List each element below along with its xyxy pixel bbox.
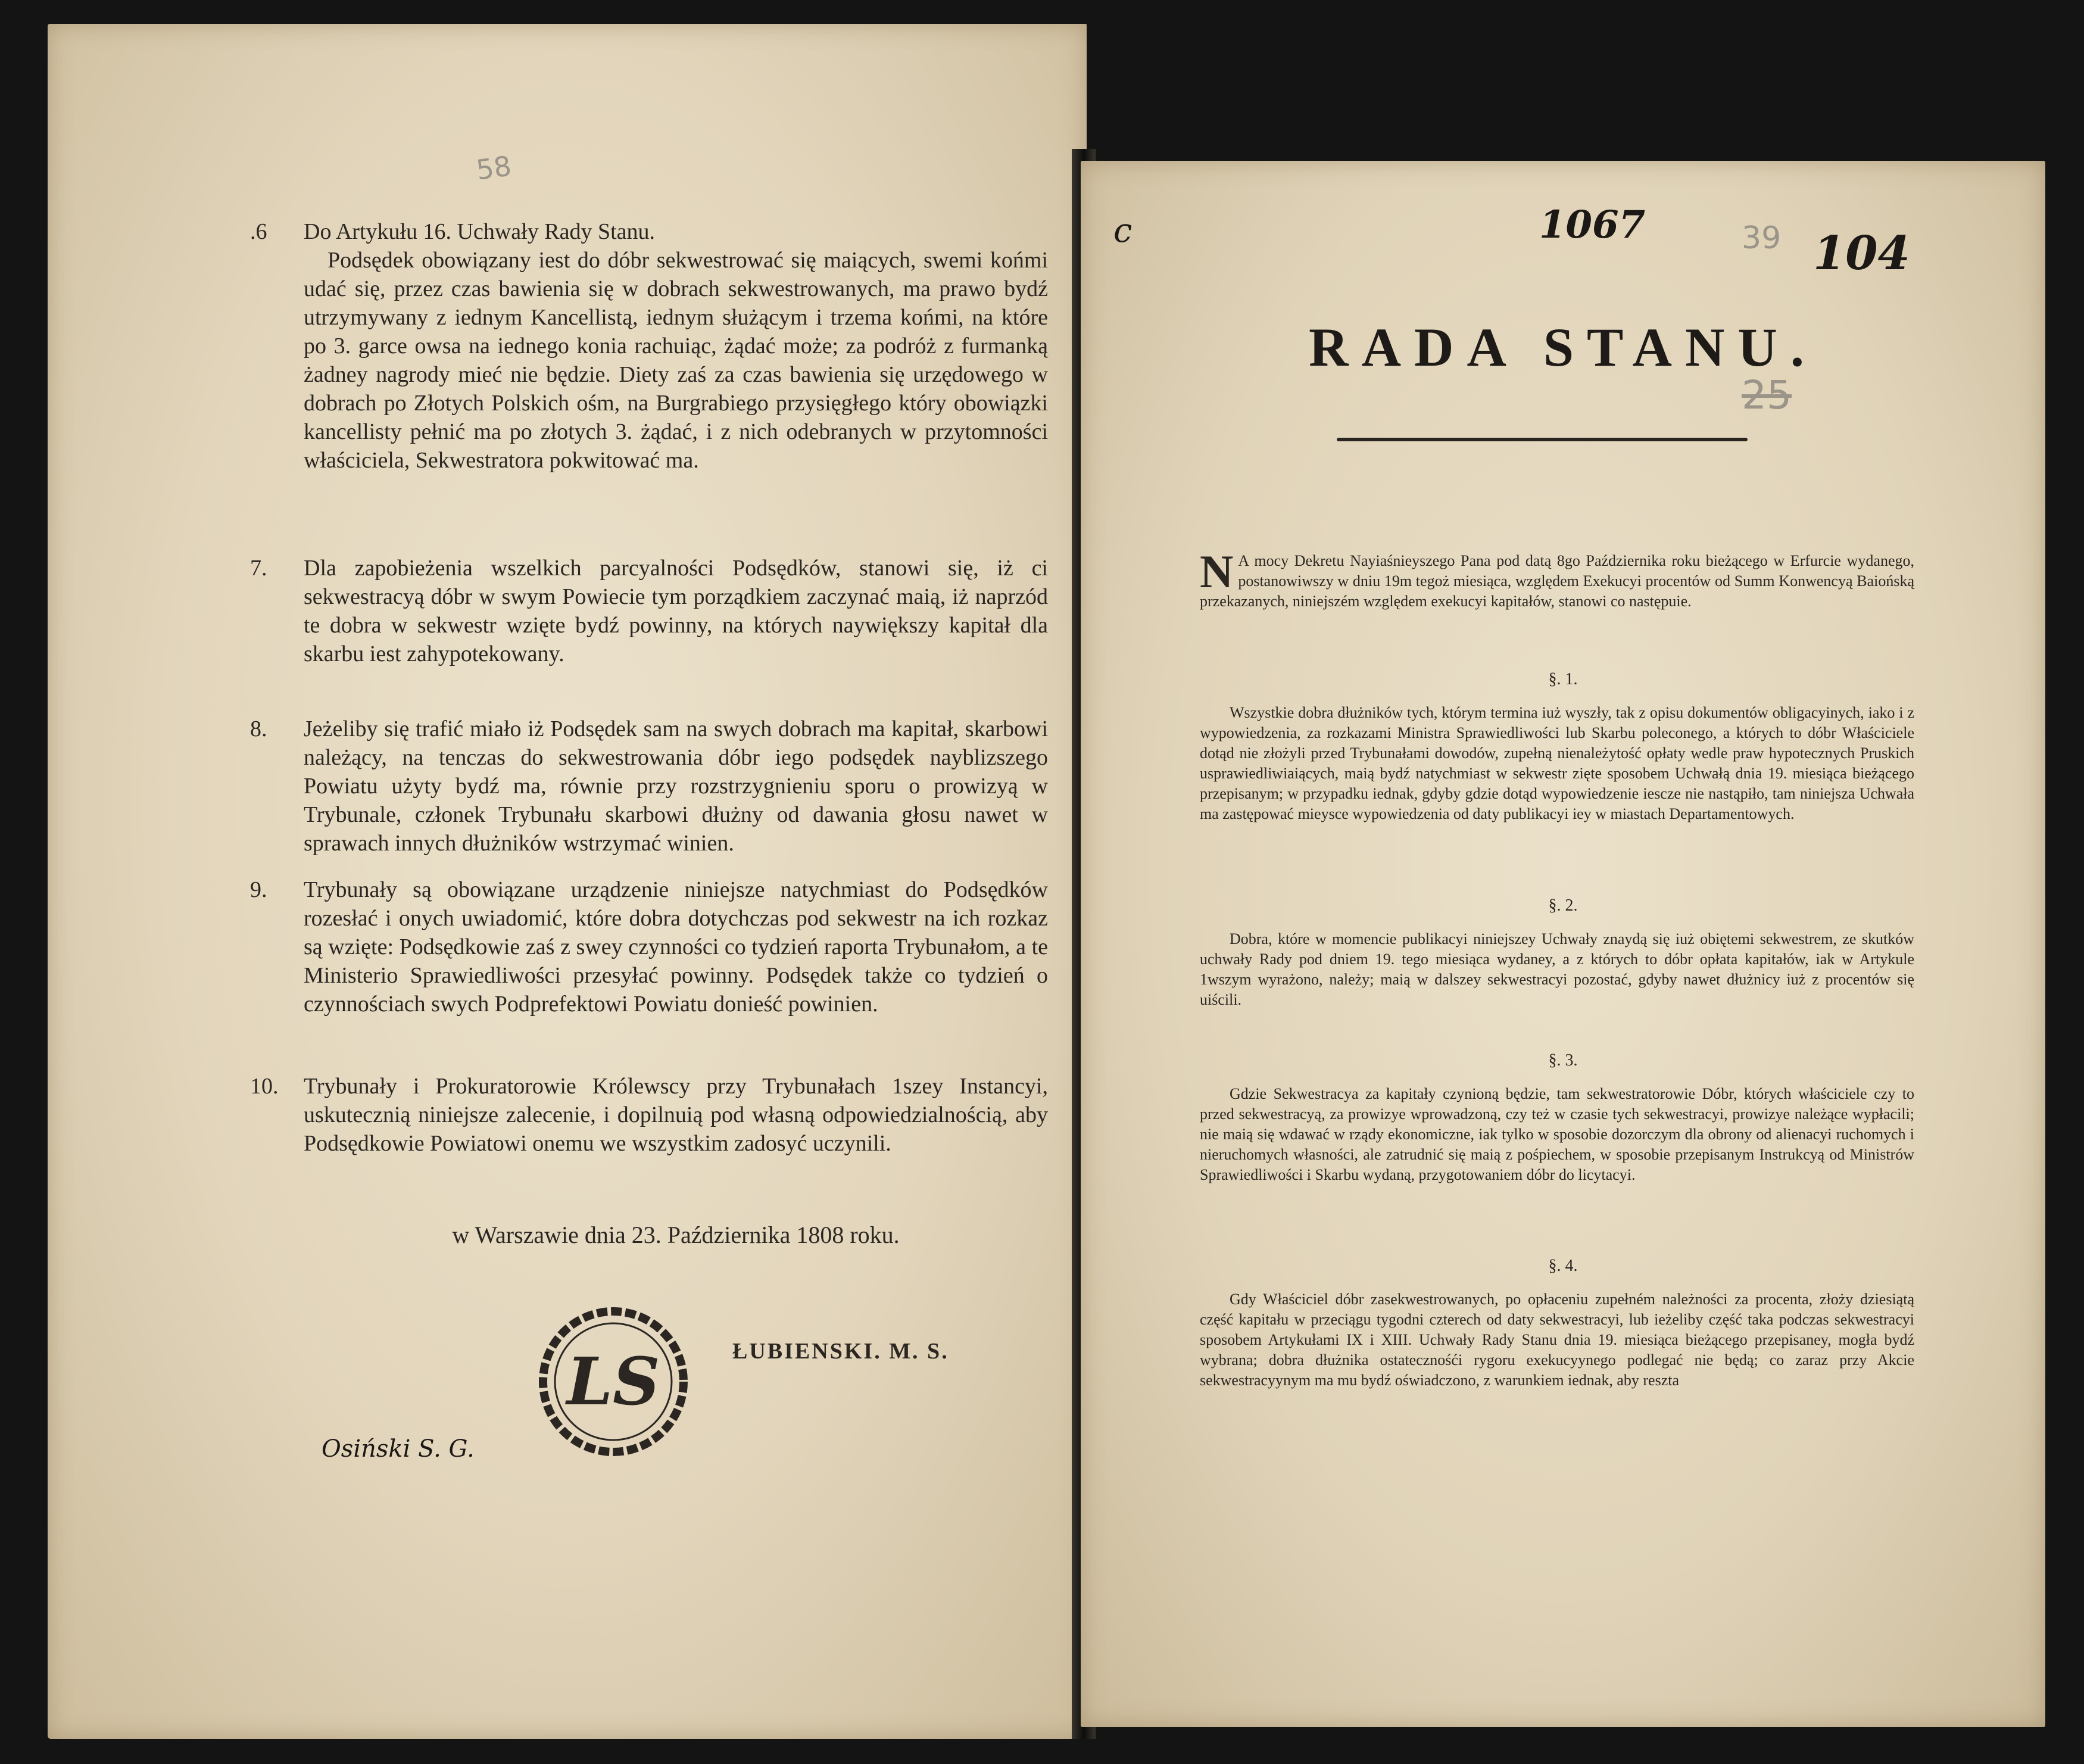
article-text: Jeżeliby się trafić miało iż Podsędek sam na swych dobrach ma kapitał, skarbowi należący, na tenczas do sekwestrowania dóbr iego podsędek nayblizszego Powiatu użyty bydź ma, równie przy rozstrzygnieniu sporu o prowizyą w Trybunale, członek Trybunału skarbowi dłużny od dawania głosu nawet w sprawach innych dłużników wstrzymać winien. bbox=[304, 716, 1048, 856]
handwritten-margin-mark: c bbox=[1113, 211, 1133, 250]
section-1-text: Wszystkie dobra dłużników tych, którym termina iuż wyszły, tak z opisu dokumentów obligacyinych, iako i z wypowiedzenia, za rozkazami Ministra Sprawiedliwości lub Skarbu poleconego, a których to dóbr Właściciele dotąd nie złożyli przed Trybunałami dowodów, zupełną nienależytość opłaty wedle praw hypotecznych Pruskich usprawiedliwiaiących, maią bydź natychmiast w sekwestr zięte sposobem Uchwałą dnia 19. miesiąca bieżącego przepisanym; w przypadku iednak, gdyby gdzie dotąd wypowiedzenie iescze nie nastąpiło, tam niniejsza Uchwała ma zastępować mieysce wypowiedzenia od daty publikacyi iey w miastach Departamentowych. bbox=[1200, 704, 1914, 822]
article-number: .6 bbox=[250, 219, 267, 244]
article-9 bbox=[250, 875, 1048, 1018]
seal-letters: LS bbox=[566, 1343, 660, 1420]
intro-text: A mocy Dekretu Nayiaśnieyszego Pana pod datą 8go Października roku bieżącego w Erfurcie wydanego, postanowiwszy w dniu 19m tegoż miesiąca, względem Exekucyi procentów od Summ Konwencyą Baiońską przekazanych, niniejszém względem exekucyi kapitałów, stanowi co następuie. bbox=[1200, 552, 1914, 610]
signature-lubienski: ŁUBIENSKI. M. S. bbox=[732, 1339, 949, 1364]
article-number: 8. bbox=[250, 716, 267, 741]
article-text: Trybunały i Prokuratorowie Królewscy przy Trybunałach 1szey Instancyi, uskutecznią niniejsze zalecenie, i dopilnuią pod własną odpowiedzialnością, aby Podsędkowie Powiatowi onemu we wszystkim zadosyć uczynili. bbox=[304, 1074, 1048, 1156]
handwritten-crossed-number: 25 bbox=[1742, 372, 1792, 418]
section-label: §. 1. bbox=[1548, 670, 1578, 688]
section-label: §. 3. bbox=[1548, 1051, 1578, 1070]
left-page bbox=[48, 24, 1087, 1739]
title-rule bbox=[1337, 438, 1748, 441]
article-text: Dla zapobieżenia wszelkich parcyalności Podsędków, stanowi się, iż ci sekwestracyą dóbr w swym Powiecie tym porządkiem zaczynać maią, iż naprzód te dobra w sekwestr wzięte bydź powinny, na których naywiększy kapitał dla skarbu iest zahypotekowany. bbox=[304, 556, 1048, 666]
article-number: 7. bbox=[250, 556, 267, 581]
seal-stamp bbox=[536, 1304, 691, 1459]
article-8 bbox=[250, 715, 1048, 858]
section-3-text: Gdzie Sekwestracya za kapitały czynioną będzie, tam sekwestratorowie Dóbr, których właściciele czy to przed sekwestracyą, za prowizye wprowadzoną, czy też w czasie tych sekwestracyi, prowizye należące wypłacili; nie maią się wdawać w rządy ekonomiczne, iak tylko w sposobie dozorczym dla obrony od alienacyi ruchomych i nieruchomych własności, ale zatrudnić się maią z pośpiechem, w sposobie przepisanym Instrukcyą od Ministrów Sprawiedliwości i Skarbu wydaną, przygotowaniem dóbr do licytacyi. bbox=[1200, 1085, 1914, 1183]
article-6 bbox=[250, 217, 1048, 475]
section-label: §. 2. bbox=[1548, 896, 1578, 915]
pencil-page-number: 58 bbox=[474, 149, 514, 186]
article-text: Podsędek obowiązany iest do dóbr sekwestrować się maiących, swemi końmi udać się, przez czas bawienia się w dobrach sekwestrowanych, ma prawo bydź utrzymywany z iednym Kancellistą, iednym służącym i trzema końmi, na które po 3. garce owsa na iednego konia rachuiąc, żądać może; za podróż z furmanką żadney nagrody mieć nie będzie. Diety zaś za czas bawienia się urzędowego w dobrach po Złotych Polskich ośm, na Burgrabiego przysięgłego który obowiązki kancellisty pełnić ma po złotych 3. żądać, i z nich odebranych w przytomności właściciela, Sekwestratora pokwitować ma. bbox=[304, 248, 1048, 473]
section-2-text: Dobra, które w momencie publikacyi niniejszey Uchwały znaydą się iuż obiętemi sekwestrem, ze skutków uchwały Rady pod dniem 19. tego miesiąca wydaney, a z których to dóbr opłata kapitałów, iak w Artykule 1wszym wyrażono, należy; maią w dalszey sekwestracyi pozostać, gdyby nawet dłużnicy iuż z procentów się uiścili. bbox=[1200, 930, 1914, 1008]
signature-osinski: Osiński S. G. bbox=[322, 1435, 475, 1463]
handwritten-ink-number-top: 1067 bbox=[1539, 202, 1646, 247]
handwritten-page-number: 104 bbox=[1813, 226, 1910, 281]
section-4-text: Gdy Właściciel dóbr zasekwestrowanych, po opłaceniu zupełném należności za procenta, złoży dziesiątą część kapitału w przeciągu tygodni czterech od daty sekwestracyi, lub ieżeliby część taka podczas sekwestracyi sposobem Artykułami IX i XIII. Uchwały Rady Stanu dnia 19. miesiąca bieżącego przepisaney, mogła bydź wybrana; dobra dłużnika ostatecznośći rygoru exekucyynego podlegać nie będą; co zaraz przy Akcie sekwestracyynym ma mu bydź oświadczono, z warunkiem iednak, aby reszta bbox=[1200, 1291, 1914, 1389]
dateline: w Warszawie dnia 23. Października 1808 roku. bbox=[452, 1221, 900, 1248]
right-page bbox=[1081, 161, 2045, 1727]
article-7 bbox=[250, 554, 1048, 668]
handwritten-pencil-number: 39 bbox=[1742, 220, 1782, 256]
article-10 bbox=[250, 1072, 1048, 1158]
article-heading: Do Artykułu 16. Uchwały Rady Stanu. bbox=[304, 219, 656, 244]
article-number: 10. bbox=[250, 1074, 279, 1099]
drop-cap: N bbox=[1200, 546, 1234, 597]
document-title: RADA STANU. bbox=[1309, 317, 1817, 378]
article-number: 9. bbox=[250, 877, 267, 902]
section-label: §. 4. bbox=[1548, 1257, 1578, 1275]
article-text: Trybunały są obowiązane urządzenie niniejsze natychmiast do Podsędków rozesłać i onych uwiadomić, które dobra dotychczas pod sekwestr na ich rozkaz są wzięte: Podsędkowie zaś z swey czynności co tydzień raporta Trybunałom, a te Ministerio Sprawiedliwości przesyłać powinny. Podsędek także co tydzień o czynnościach swych Podprefektowi Powiatu donieść powinien. bbox=[304, 877, 1048, 1017]
intro-paragraph bbox=[1200, 546, 1914, 612]
